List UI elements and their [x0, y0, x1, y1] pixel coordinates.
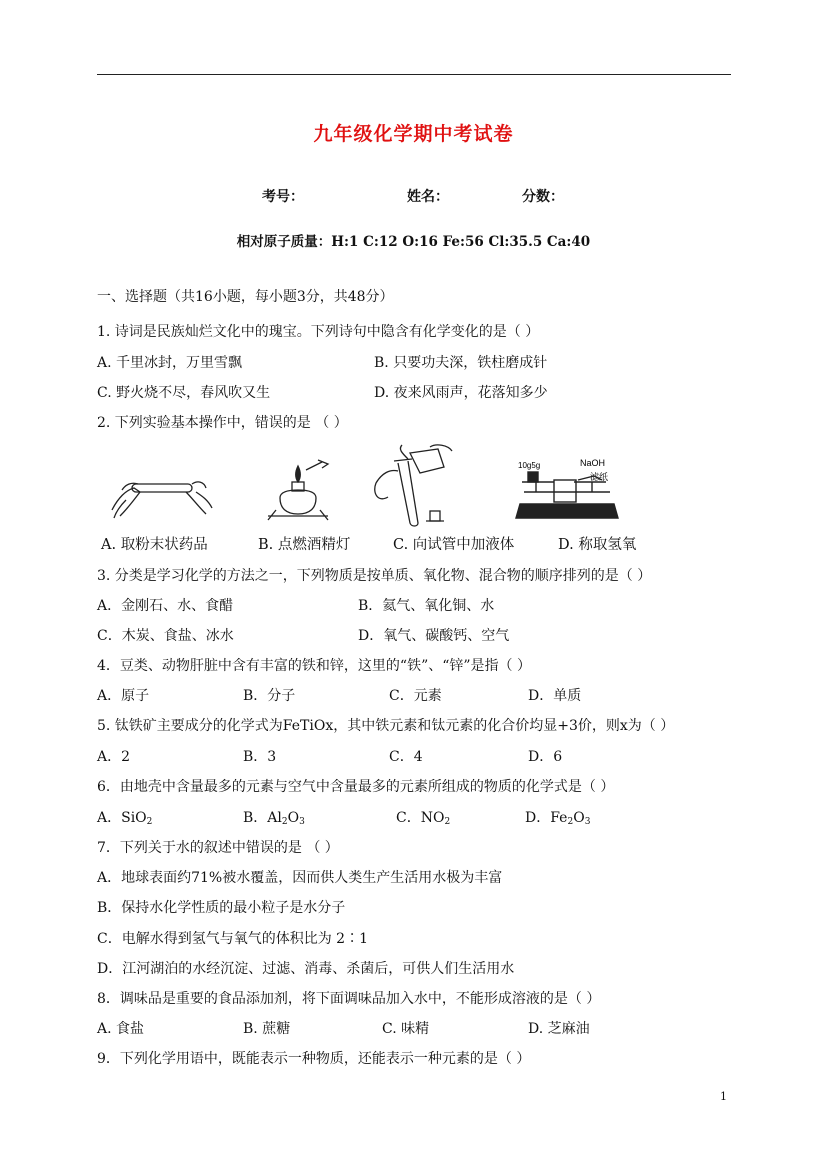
q5-option-c: C．4: [389, 749, 423, 765]
pour-liquid-illustration: [368, 443, 460, 527]
q5-option-d: D．6: [528, 749, 563, 765]
name-label: 姓名：: [407, 189, 449, 205]
q1-option-c: C. 野火烧不尽，春风吹又生: [97, 385, 271, 401]
q8-option-c: C. 味精: [382, 1021, 430, 1037]
q7-option-a: A．地球表面约71%被水覆盖，因而供人类生产生活用水极为丰富: [97, 870, 503, 886]
q3-option-c: C．木炭、食盐、冰水: [97, 628, 234, 644]
q8-option-a: A. 食盐: [97, 1021, 145, 1037]
q1-option-a: A. 千里冰封，万里雪飘: [97, 355, 243, 371]
page-number: 1: [720, 1090, 727, 1103]
atomic-mass-line: 相对原子质量：H:1 C:12 O:16 Fe:56 Cl:35.5 Ca:40: [236, 234, 591, 250]
balance-scale-illustration: [514, 452, 622, 524]
q7-option-d: D．江河湖泊的水经沉淀、过滤、消毒、杀菌后，可供人们生活用水: [97, 961, 515, 977]
q3-option-d: D．氧气、碳酸钙、空气: [358, 628, 510, 644]
q1-option-b: B. 只要功夫深，铁柱磨成针: [374, 355, 548, 371]
q5-option-a: A．2: [97, 749, 131, 765]
header-rule: [97, 74, 731, 75]
q8-option-b: B. 蔗糖: [243, 1021, 291, 1037]
section-heading: 一、选择题（共16小题，每小题3分，共48分）: [97, 289, 394, 305]
q4-option-a: A．原子: [97, 688, 150, 704]
q6-option-a: A．SiO$_2$: [97, 810, 153, 827]
q7-option-b: B．保持水化学性质的最小粒子是水分子: [97, 900, 346, 916]
q2-option-a: A. 取粉末状药品: [101, 537, 208, 553]
q2-option-d: D. 称取氢氧: [558, 537, 637, 553]
q7-option-c: C．电解水得到氢气与氧气的体积比为 2∶1: [97, 931, 368, 947]
q6-option-c: C．$NO_2$: [396, 810, 451, 827]
score-label: 分数：: [522, 189, 564, 205]
test-tube-powder-illustration: [110, 470, 214, 520]
q8-stem: 8．调味品是重要的食品添加剂，将下面调味品加入水中，不能形成溶液的是（ ）: [97, 991, 601, 1007]
alcohol-lamp-illustration: [262, 458, 334, 524]
q4-option-b: B．分子: [243, 688, 296, 704]
q9-stem: 9．下列化学用语中，既能表示一种物质，还能表示一种元素的是（ ）: [97, 1051, 531, 1067]
exam-number-label: 考号：: [262, 189, 304, 205]
exam-title: 九年级化学期中考试卷: [313, 123, 514, 145]
q3-option-b: B．氦气、氧化铜、水: [358, 598, 495, 614]
q2-stem: 2. 下列实验基本操作中，错误的是 （ ）: [97, 415, 348, 431]
q4-stem: 4．豆类、动物肝脏中含有丰富的铁和锌，这里的“铁”、“锌”是指（ ）: [97, 658, 531, 674]
naoh-label: NaOH: [580, 458, 606, 468]
filter-paper-label: 滤纸: [590, 472, 609, 482]
q2-option-c: C. 向试管中加液体: [393, 537, 515, 553]
q5-stem: 5. 钛铁矿主要成分的化学式为FeTiOx，其中铁元素和钛元素的化合价均显+3价，则x为（ ）: [97, 718, 675, 734]
q1-option-d: D. 夜来风雨声，花落知多少: [374, 385, 548, 401]
q5-option-b: B．3: [243, 749, 277, 765]
q1-stem: 1. 诗词是民族灿烂文化中的瑰宝。下列诗句中隐含有化学变化的是（ ）: [97, 324, 540, 340]
q3-option-a: A．金刚石、水、食醋: [97, 598, 234, 614]
q7-stem: 7．下列关于水的叙述中错误的是 （ ）: [97, 840, 339, 856]
q8-option-d: D. 芝麻油: [528, 1021, 590, 1037]
q4-option-d: D．单质: [528, 688, 582, 704]
q6-option-b: B．$Al_2O_3$: [243, 810, 305, 827]
q2-option-b: B. 点燃酒精灯: [258, 537, 351, 553]
q6-option-d: D．$Fe_2O_3$: [525, 810, 591, 827]
weight-label: 10g5g: [518, 461, 541, 470]
q3-stem: 3. 分类是学习化学的方法之一，下列物质是按单质、氧化物、混合物的顺序排列的是（ ）: [97, 568, 652, 584]
q6-stem: 6．由地壳中含量最多的元素与空气中含量最多的元素所组成的物质的化学式是（ ）: [97, 779, 615, 795]
q4-option-c: C．元素: [389, 688, 442, 704]
